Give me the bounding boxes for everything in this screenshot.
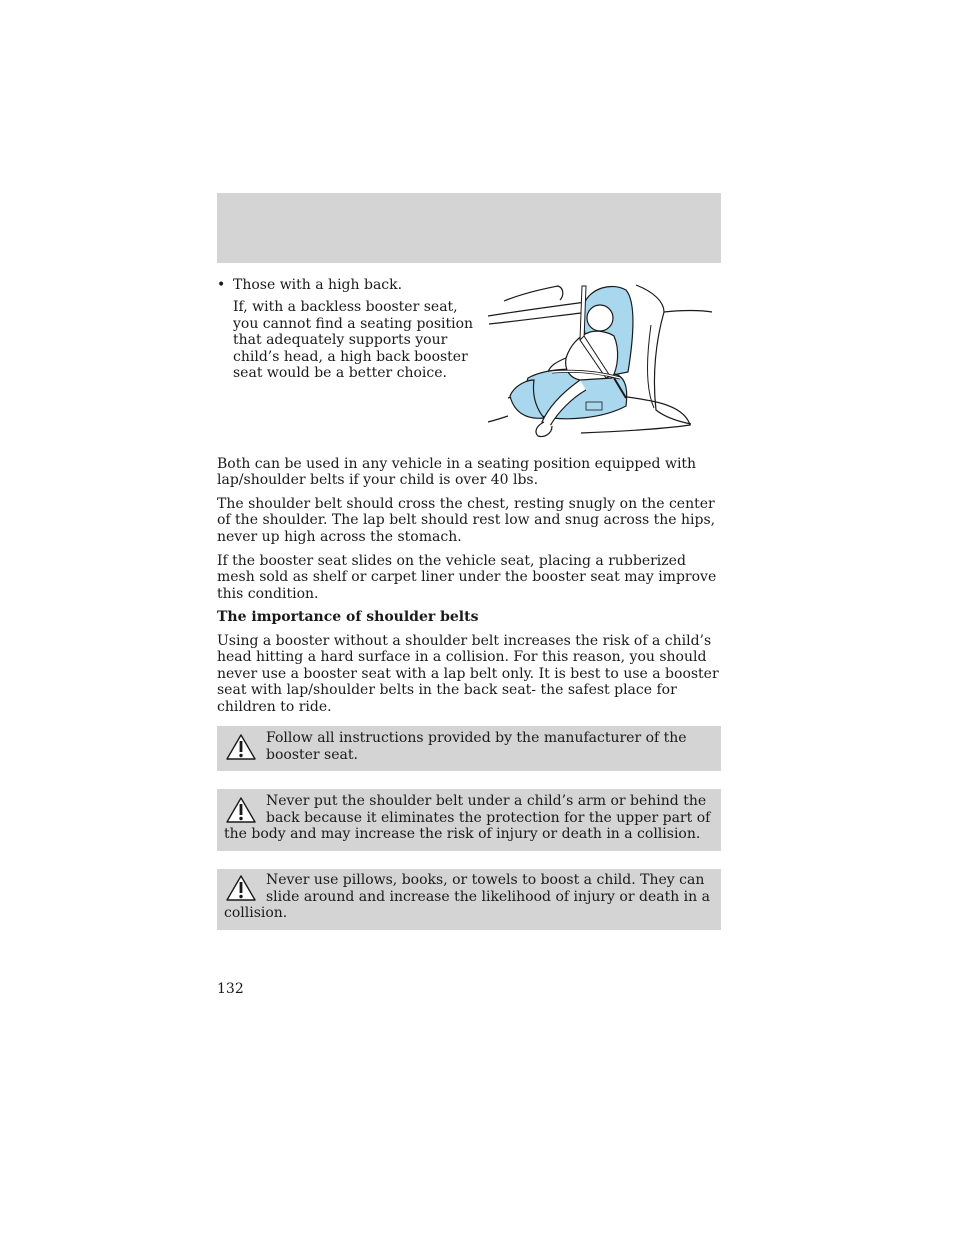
paragraph-vehicle-compat: Both can be used in any vehicle in a seating position equipped with lap/shoulder belts if your child is over 40 lbs. bbox=[217, 456, 697, 489]
page-number: 132 bbox=[217, 981, 244, 997]
high-back-note: If, with a backless booster seat, you cannot find a seating position that adequately supports your child’s head, a high back booster seat would be a better choice. bbox=[233, 299, 474, 382]
paragraph-belt-position: The shoulder belt should cross the chest, resting snugly on the center of the shoulder. The lap belt should rest low and snug across the hips, never up high across the stomach. bbox=[217, 496, 716, 545]
booster-seat-illustration bbox=[486, 280, 714, 442]
bullet-item bbox=[217, 277, 402, 294]
paragraph-mesh-liner: If the booster seat slides on the vehicle seat, placing a rubberized mesh sold as shelf or carpet liner under the booster seat may improve this condition. bbox=[217, 553, 717, 602]
warning-box-pillows bbox=[217, 869, 721, 930]
paragraph-shoulder-belts: Using a booster without a shoulder belt increases the risk of a child’s head hitting a hard surface in a collision. For this reason, you should never use a booster seat with a lap belt only. It is best to use a booster seat with lap/shoulder belts in the back seat- the safest place for children to ride. bbox=[217, 633, 719, 715]
warning-text: Never use pillows, books, or towels to boost a child. They can slide around and increase the likelihood of injury or death in a collision. bbox=[224, 872, 710, 922]
warning-text: Never put the shoulder belt under a child’s arm or behind the back because it eliminates the protection for the upper part of the body and may increase the risk of injury or death in a collision. bbox=[224, 793, 711, 843]
warning-box-manufacturer bbox=[217, 726, 721, 771]
section-heading: The importance of shoulder belts bbox=[217, 609, 479, 625]
warning-box-shoulder-belt bbox=[217, 789, 721, 851]
header-band bbox=[217, 193, 721, 263]
bullet-text: Those with a high back. bbox=[233, 277, 403, 293]
warning-text: Follow all instructions provided by the manufacturer of the booster seat. bbox=[266, 730, 687, 763]
bullet-marker: • bbox=[217, 277, 226, 293]
